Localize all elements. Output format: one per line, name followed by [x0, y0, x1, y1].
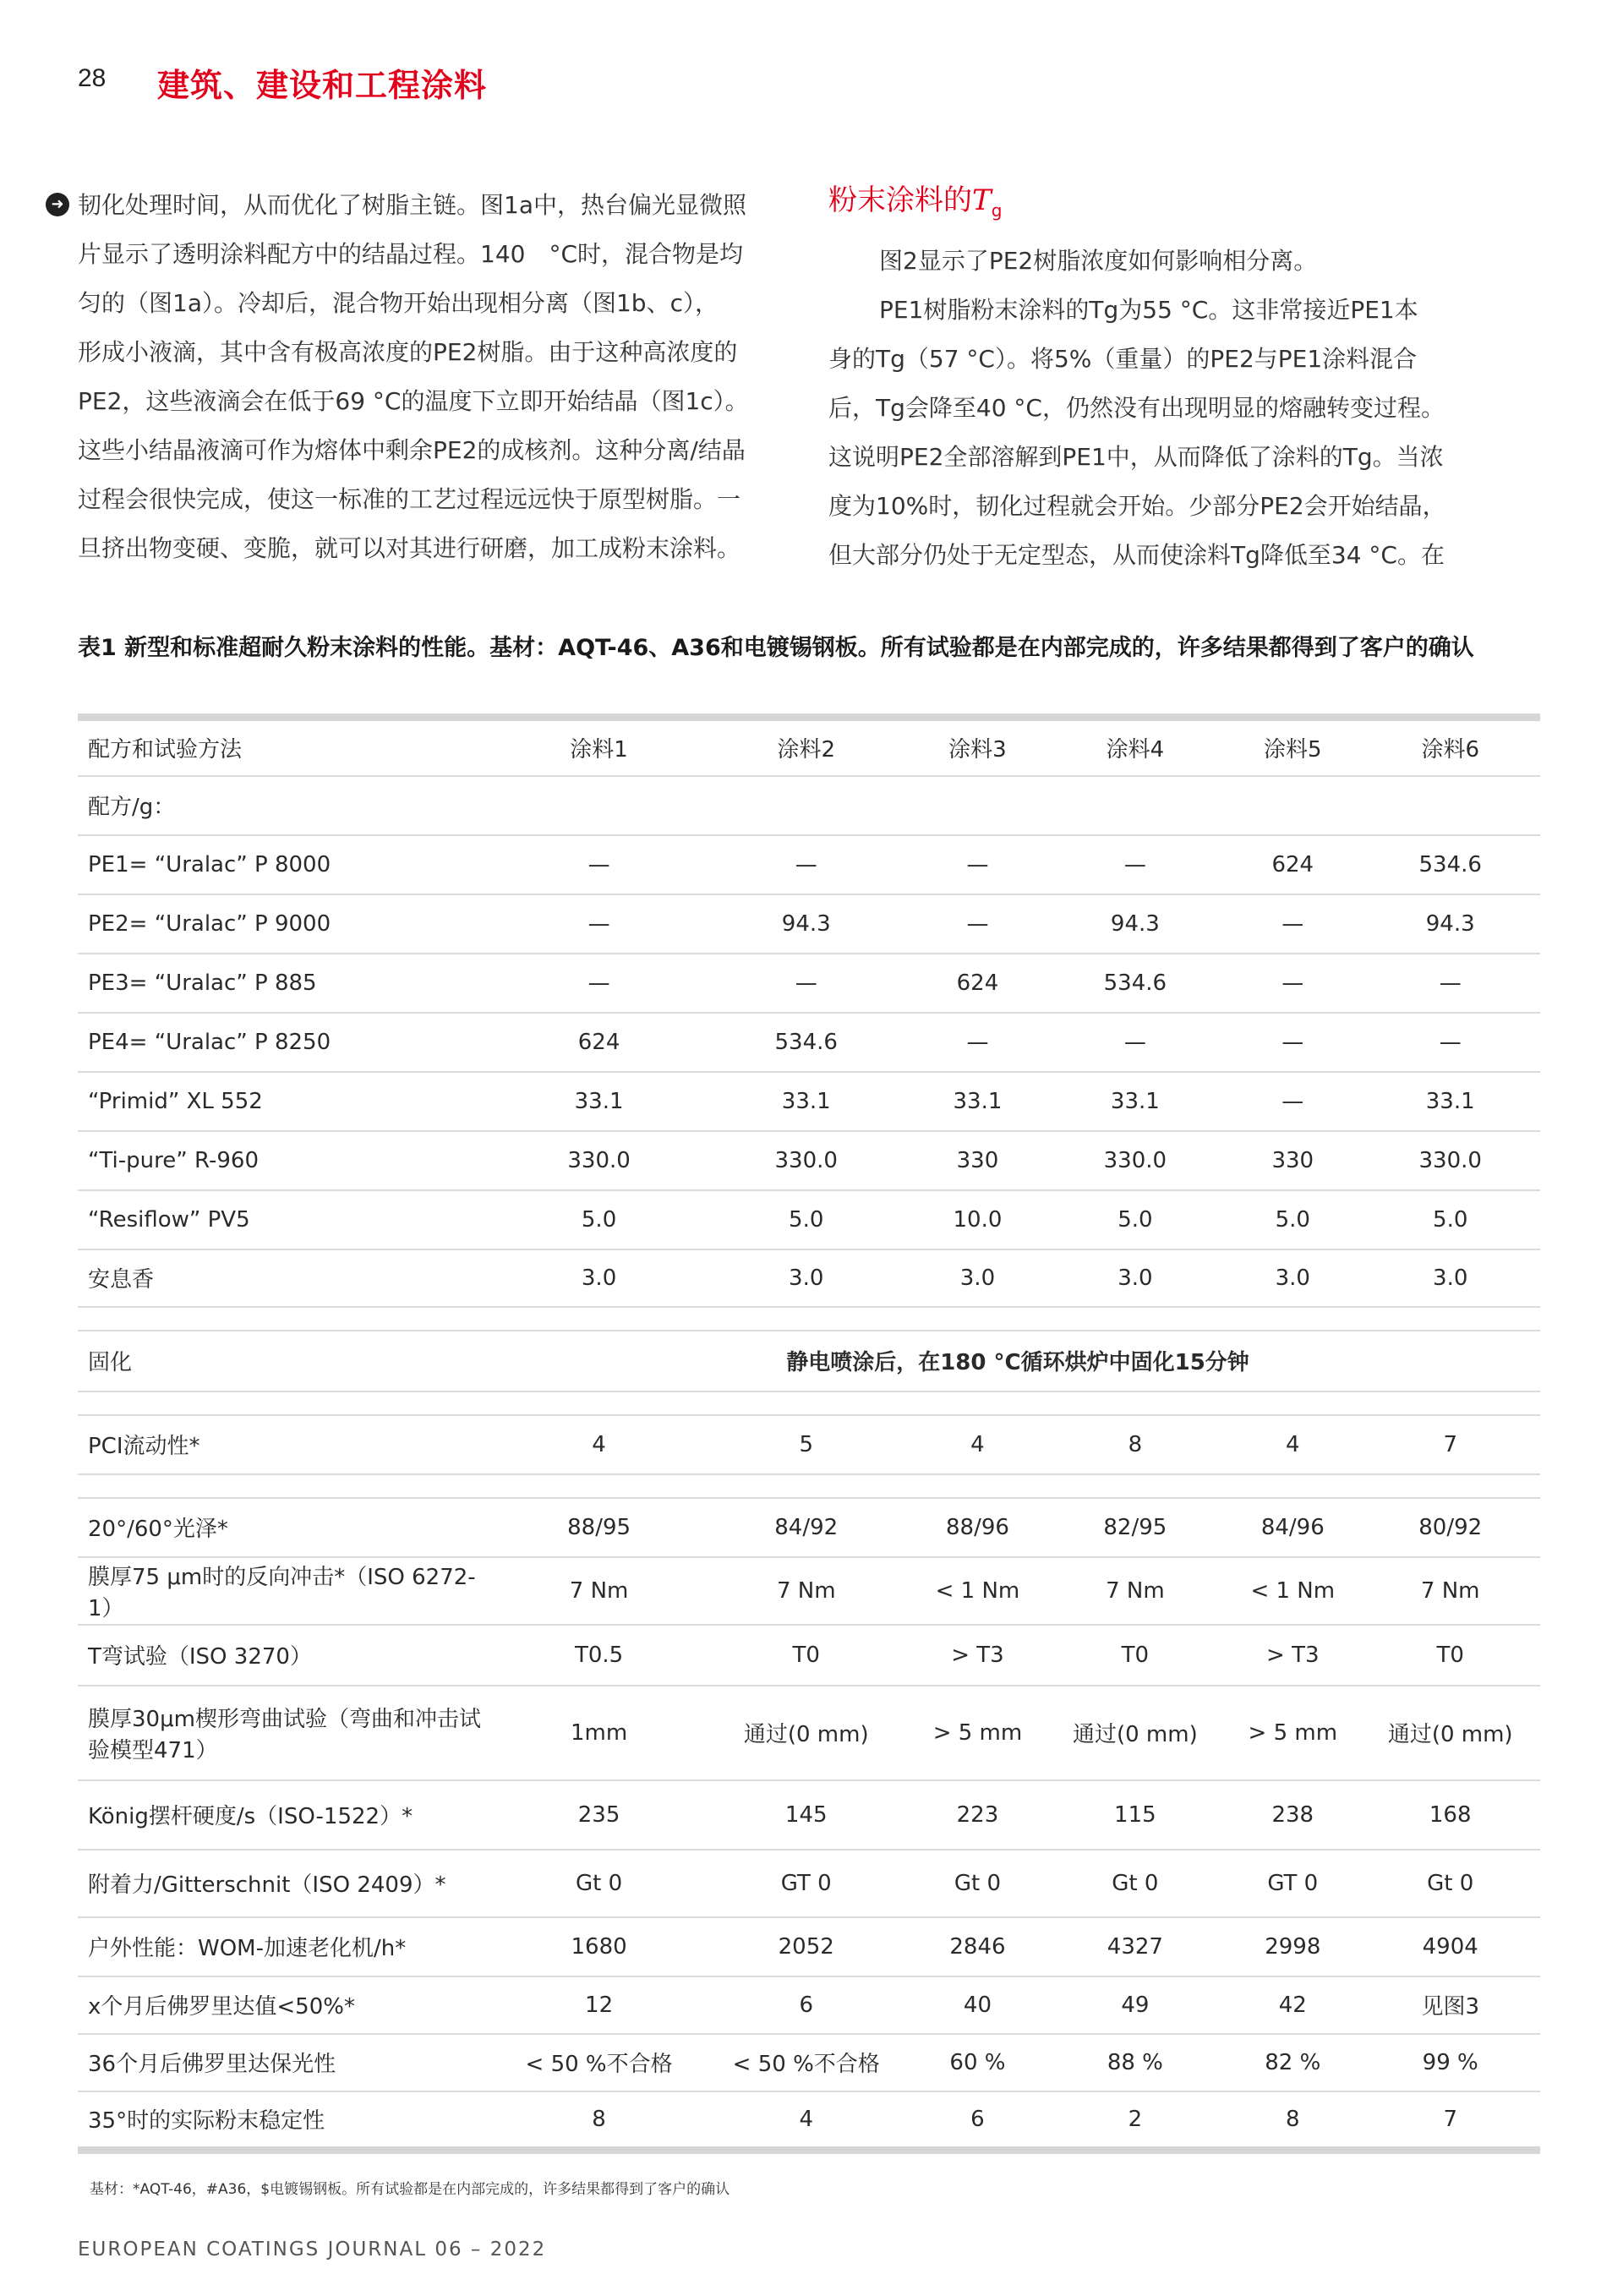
header-cell: 涂料6 [1360, 718, 1540, 776]
cell: 4327 [1046, 1917, 1226, 1976]
properties-table [78, 713, 1540, 2154]
cell: 145 [702, 1780, 910, 1850]
cell: — [1225, 954, 1360, 1013]
header-cell: 涂料4 [1046, 718, 1226, 776]
continue-arrow-icon: ➜ [46, 193, 69, 216]
cell: 3.0 [1225, 1249, 1360, 1307]
cell: 7 Nm [1046, 1557, 1226, 1625]
cell: 624 [495, 1013, 702, 1072]
journal-footer: EUROPEAN COATINGS JOURNAL 06 – 2022 [78, 2239, 547, 2260]
cell: < 1 Nm [1225, 1557, 1360, 1625]
cell: 94.3 [702, 894, 910, 954]
cell: 33.1 [1360, 1072, 1540, 1131]
cell: < 50 %不合格 [702, 2034, 910, 2091]
text-line: 韧化处理时间，从而优化了树脂主链。图1a中，热台偏光显微照 [78, 191, 746, 219]
cell: 2846 [910, 1917, 1045, 1976]
cell: — [1046, 1013, 1226, 1072]
cell: 12 [495, 1976, 702, 2034]
text-line: 旦挤出物变硬、变脆，就可以对其进行研磨，加工成粉末涂料。 [78, 534, 741, 562]
cell: 99 % [1360, 2034, 1540, 2091]
row-label: “Resiflow” PV5 [78, 1190, 495, 1249]
row-label: 膜厚30μm楔形弯曲试验（弯曲和冲击试验模型471） [78, 1686, 495, 1780]
cell: > 5 mm [910, 1686, 1045, 1780]
cell: 330.0 [702, 1131, 910, 1190]
cell: Gt 0 [910, 1850, 1045, 1917]
text-line: 身的Tg（57 °C）。将5%（重量）的PE2与PE1涂料混合 [828, 344, 1418, 373]
cell: 3.0 [1046, 1249, 1226, 1307]
cell: T0 [1046, 1625, 1226, 1686]
cell: Gt 0 [495, 1850, 702, 1917]
table-row [78, 1976, 1540, 2034]
cell: 534.6 [702, 1013, 910, 1072]
table-row [78, 1072, 1540, 1131]
cell: — [495, 954, 702, 1013]
row-label: 膜厚75 μm时的反向冲击*（ISO 6272-1） [78, 1557, 495, 1625]
row-label: PCI流动性* [78, 1415, 495, 1474]
row-label: PE3= “Uralac” P 885 [78, 954, 495, 1013]
cell: 330.0 [495, 1131, 702, 1190]
cell: 624 [910, 954, 1045, 1013]
row-label: x个月后佛罗里达值<50%* [78, 1976, 495, 2034]
row-label: 20°/60°光泽* [78, 1498, 495, 1557]
cell: 4904 [1360, 1917, 1540, 1976]
table-row [78, 1498, 1540, 1557]
section-label: 配方/g： [78, 776, 495, 835]
cell: 534.6 [1046, 954, 1226, 1013]
cell: — [1046, 835, 1226, 894]
text-line: 片显示了透明涂料配方中的结晶过程。140 °C时，混合物是均 [78, 240, 743, 268]
page-number: 28 [78, 64, 107, 92]
cell: 1680 [495, 1917, 702, 1976]
cell: 33.1 [1046, 1072, 1226, 1131]
text-line: 这些小结晶液滴可作为熔体中剩余PE2的成核剂。这种分离/结晶 [78, 436, 746, 464]
cell: — [1360, 1013, 1540, 1072]
cell: 4 [1225, 1415, 1360, 1474]
table-row [78, 2034, 1540, 2091]
header-cell: 涂料2 [702, 718, 910, 776]
cell: — [495, 835, 702, 894]
section-title: 建筑、建设和工程涂料 [157, 67, 488, 104]
cell: — [702, 954, 910, 1013]
text-line: 但大部分仍处于无定型态，从而使涂料Tg降低至34 °C。在 [828, 540, 1445, 569]
cell: 60 % [910, 2034, 1045, 2091]
cell: — [702, 835, 910, 894]
cell: 通过(0 mm) [702, 1686, 910, 1780]
subheading-text: 粉末涂料的 [828, 183, 972, 217]
cell: 通过(0 mm) [1046, 1686, 1226, 1780]
table-row [78, 894, 1540, 954]
cell: 7 [1360, 1415, 1540, 1474]
row-label: PE1= “Uralac” P 8000 [78, 835, 495, 894]
text-line: 匀的（图1a）。冷却后，混合物开始出现相分离（图1b、c）， [78, 289, 719, 317]
cell: 238 [1225, 1780, 1360, 1850]
table-row [78, 1249, 1540, 1307]
text-line: 这说明PE2全部溶解到PE1中，从而降低了涂料的Tg。当浓 [828, 442, 1444, 471]
cell: 330.0 [1360, 1131, 1540, 1190]
cell: Gt 0 [1360, 1850, 1540, 1917]
cell: 通过(0 mm) [1360, 1686, 1540, 1780]
table-row [78, 1190, 1540, 1249]
cell: 235 [495, 1780, 702, 1850]
header-cell: 配方和试验方法 [78, 718, 495, 776]
cell: 8 [1225, 2091, 1360, 2151]
cell: > T3 [1225, 1625, 1360, 1686]
cell: 33.1 [702, 1072, 910, 1131]
row-label: 36个月后佛罗里达保光性 [78, 2034, 495, 2091]
cell: 5.0 [1360, 1190, 1540, 1249]
table-row [78, 1415, 1540, 1474]
table-row [78, 1850, 1540, 1917]
text-line: 过程会很快完成，使这一标准的工艺过程远远快于原型树脂。一 [78, 485, 741, 513]
cell: 4 [702, 2091, 910, 2151]
cell: 7 Nm [702, 1557, 910, 1625]
table-spacer [78, 1474, 1540, 1498]
table-header-row [78, 718, 1540, 776]
cell: 2 [1046, 2091, 1226, 2151]
cell: — [1225, 894, 1360, 954]
right-column-text [828, 178, 1545, 580]
row-label: 安息香 [78, 1249, 495, 1307]
cell: GT 0 [1225, 1850, 1360, 1917]
cell: 624 [1225, 835, 1360, 894]
text-line: 度为10%时，韧化过程就会开始。少部分PE2会开始结晶， [828, 491, 1446, 520]
table-footnote: 基材：*AQT-46，#A36，$电镀锡钢板。所有试验都是在内部完成的，许多结果都得到了客户的确认 [90, 2181, 730, 2198]
cell: GT 0 [702, 1850, 910, 1917]
cell: < 50 %不合格 [495, 2034, 702, 2091]
cure-condition: 静电喷涂后，在180 °C循环烘炉中固化15分钟 [495, 1331, 1540, 1391]
row-label: König摆杆硬度/s（ISO-1522）* [78, 1780, 495, 1850]
cell: > 5 mm [1225, 1686, 1360, 1780]
cell: 4 [910, 1415, 1045, 1474]
cell: 3.0 [495, 1249, 702, 1307]
cell: 1mm [495, 1686, 702, 1780]
cell: 84/96 [1225, 1498, 1360, 1557]
cell: 33.1 [910, 1072, 1045, 1131]
table-row [78, 1625, 1540, 1686]
table-row [78, 1917, 1540, 1976]
table-section-row [78, 776, 1540, 835]
cell: 4 [495, 1415, 702, 1474]
cell: T0 [1360, 1625, 1540, 1686]
text-line: PE1树脂粉末涂料的Tg为55 °C。这非常接近PE1本 [879, 295, 1418, 324]
cell: < 1 Nm [910, 1557, 1045, 1625]
cell: 82/95 [1046, 1498, 1226, 1557]
cell: 168 [1360, 1780, 1540, 1850]
header-cell: 涂料3 [910, 718, 1045, 776]
row-label: T弯试验（ISO 3270） [78, 1625, 495, 1686]
cell: 330 [1225, 1131, 1360, 1190]
subheading-symbol: T [972, 183, 992, 217]
text-line: 后，Tg会降至40 °C，仍然没有出现明显的熔融转变过程。 [828, 393, 1445, 422]
cell: 10.0 [910, 1190, 1045, 1249]
paragraph: 图2显示了PE2树脂浓度如何影响相分离。 [879, 246, 1318, 275]
row-label: PE4= “Uralac” P 8250 [78, 1013, 495, 1072]
cell: T0.5 [495, 1625, 702, 1686]
cell: 8 [1046, 1415, 1226, 1474]
row-label: 35°时的实际粉末稳定性 [78, 2091, 495, 2151]
cell: 6 [910, 2091, 1045, 2151]
table-spacer [78, 1307, 1540, 1331]
row-label: 户外性能：WOM-加速老化机/h* [78, 1917, 495, 1976]
cell: 223 [910, 1780, 1045, 1850]
table-caption: 表1 新型和标准超耐久粉末涂料的性能。基材：AQT-46、A36和电镀锡钢板。所有试验都是在内部完成的，许多结果都得到了客户的确认 [78, 635, 1474, 661]
cell: 330 [910, 1131, 1045, 1190]
cell: 3.0 [1360, 1249, 1540, 1307]
text-line: PE2，这些液滴会在低于69 °C的温度下立即开始结晶（图1c）。 [78, 387, 749, 415]
cell: Gt 0 [1046, 1850, 1226, 1917]
cell: T0 [702, 1625, 910, 1686]
cell: 3.0 [910, 1249, 1045, 1307]
cell: 2052 [702, 1917, 910, 1976]
table-row [78, 1013, 1540, 1072]
cell: 5.0 [1046, 1190, 1226, 1249]
cell: 40 [910, 1976, 1045, 2034]
cell: 5.0 [1225, 1190, 1360, 1249]
cell: — [495, 894, 702, 954]
row-label: “Ti-pure” R-960 [78, 1131, 495, 1190]
row-label: 固化 [78, 1331, 495, 1391]
cell: — [1360, 954, 1540, 1013]
table-row [78, 1780, 1540, 1850]
row-label: “Primid” XL 552 [78, 1072, 495, 1131]
cell: — [1225, 1013, 1360, 1072]
cell: 33.1 [495, 1072, 702, 1131]
table-spacer [78, 1391, 1540, 1415]
cell: 82 % [1225, 2034, 1360, 2091]
cell: 7 Nm [495, 1557, 702, 1625]
table-row [78, 954, 1540, 1013]
cell: — [910, 894, 1045, 954]
header-cell: 涂料1 [495, 718, 702, 776]
cell: 见图3 [1360, 1976, 1540, 2034]
cell: 6 [702, 1976, 910, 2034]
cell: 5 [702, 1415, 910, 1474]
cell: 88/96 [910, 1498, 1045, 1557]
cell: 115 [1046, 1780, 1226, 1850]
table-row [78, 1557, 1540, 1625]
cell: 49 [1046, 1976, 1226, 2034]
cell: 3.0 [702, 1249, 910, 1307]
table-row [78, 835, 1540, 894]
header-cell: 涂料5 [1225, 718, 1360, 776]
cell: 7 Nm [1360, 1557, 1540, 1625]
cell: 7 [1360, 2091, 1540, 2151]
row-label: PE2= “Uralac” P 9000 [78, 894, 495, 954]
subheading [828, 178, 1545, 233]
subheading-subscript: g [991, 200, 1003, 221]
cell: — [910, 1013, 1045, 1072]
cell: — [910, 835, 1045, 894]
cell: 94.3 [1360, 894, 1540, 954]
cell: 88 % [1046, 2034, 1226, 2091]
table-row [78, 1686, 1540, 1780]
cell: — [1225, 1072, 1360, 1131]
cell: 42 [1225, 1976, 1360, 2034]
cell: 88/95 [495, 1498, 702, 1557]
cell: 534.6 [1360, 835, 1540, 894]
row-label: 附着力/Gitterschnit（ISO 2409）* [78, 1850, 495, 1917]
cell: 2998 [1225, 1917, 1360, 1976]
cell: 8 [495, 2091, 702, 2151]
table-row [78, 2091, 1540, 2151]
cell: > T3 [910, 1625, 1045, 1686]
cell: 5.0 [495, 1190, 702, 1249]
cure-row [78, 1331, 1540, 1391]
cell: 80/92 [1360, 1498, 1540, 1557]
cell: 5.0 [702, 1190, 910, 1249]
cell: 94.3 [1046, 894, 1226, 954]
cell: 330.0 [1046, 1131, 1226, 1190]
text-line: 形成小液滴，其中含有极高浓度的PE2树脂。由于这种高浓度的 [78, 338, 738, 366]
table-row [78, 1131, 1540, 1190]
cell: 84/92 [702, 1498, 910, 1557]
left-column-text [51, 181, 793, 573]
